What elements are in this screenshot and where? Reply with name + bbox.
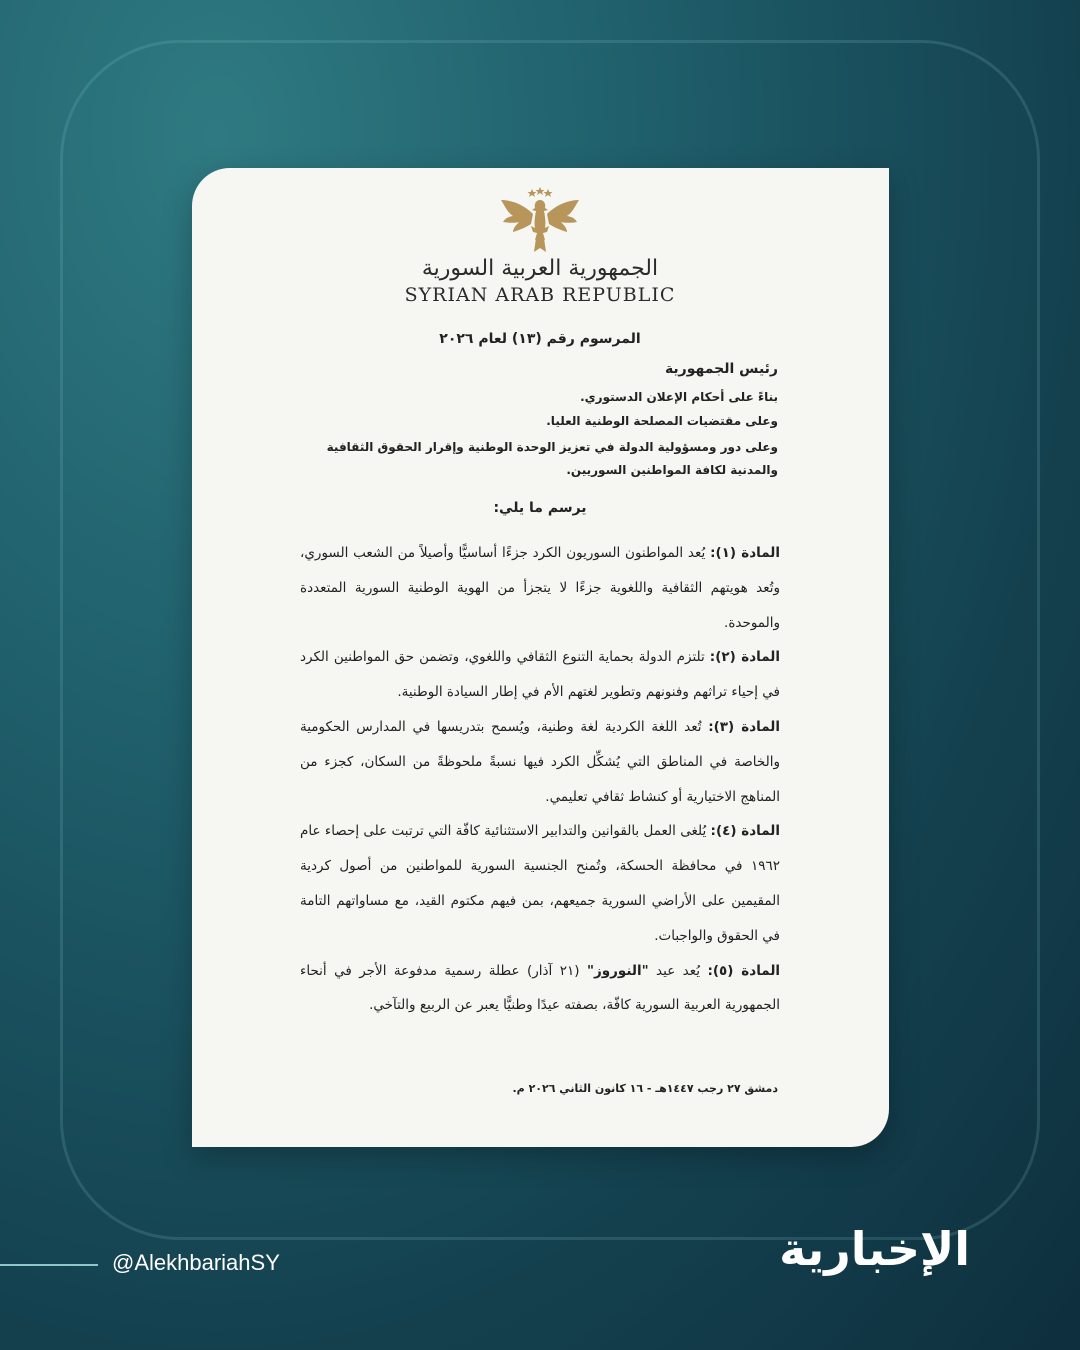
alekhbariah-logo: الإخبارية xyxy=(779,1222,970,1276)
header-arabic-name: الجمهورية العربية السورية xyxy=(421,256,659,281)
article-bold-term: "النوروز" xyxy=(586,962,649,979)
article-text: تُعد اللغة الكردية لغة وطنية، ويُسمح بتدريسها في المدارس الحكومية والخاصة في المناطق التي يُشكِّل الكرد فيها نسبةً ملحوظةً من السكان، كجزء من المناهج الاختيارية أو كنشاط ثقافي تعليمي. xyxy=(300,718,780,805)
article xyxy=(300,710,780,814)
decrees-label: يرسم ما يلي: xyxy=(493,500,587,516)
article-text: يُعد المواطنون السوريون الكرد جزءًا أساسيًّا وأصيلاً من الشعب السوري، وتُعد هويتهم الثقافية واللغوية جزءًا لا يتجزأ من الهوية الوطنية السورية المتعددة والموحدة. xyxy=(300,545,780,631)
article-label: المادة (٥): xyxy=(707,962,781,979)
article-label: المادة (٢): xyxy=(709,649,780,666)
article-text: يُعد عيد xyxy=(648,962,708,979)
article xyxy=(300,640,780,710)
preamble-line: بناءً على أحكام الإعلان الدستوري. xyxy=(580,390,778,404)
decree-title: المرسوم رقم (١٣) لعام ٢٠٢٦ xyxy=(439,331,641,347)
article xyxy=(300,954,780,1024)
article-label: المادة (٣): xyxy=(708,718,780,735)
articles-body xyxy=(300,536,780,1023)
preamble-line: وعلى دور ومسؤولية الدولة في تعزيز الوحدة الوطنية وإقرار الحقوق الثقافية والمدنية لكافة المواطنين السوريين. xyxy=(326,440,778,477)
handle-divider xyxy=(0,1264,98,1266)
article-text: (٢١ آذار) عطلة رسمية مدفوعة الأجر في أنحاء الجمهورية العربية السورية كافّة، بصفته عيدًا وطنيًّا يعبر عن الربيع والتآخي. xyxy=(300,962,780,1014)
article xyxy=(300,536,780,640)
article-label: المادة (٤): xyxy=(710,823,780,840)
article-text: تلتزم الدولة بحماية التنوع الثقافي واللغوي، وتضمن حق المواطنين الكرد في إحياء تراثهم وفنونهم وتطوير لغتهم الأم في إطار السيادة الوطنية. xyxy=(300,649,780,701)
article-text: يُلغى العمل بالقوانين والتدابير الاستثنائية كافّة التي ترتبت على إحصاء عام ١٩٦٢ في محافظة الحسكة، وتُمنح الجنسية السورية للمواطنين من أصول كردية المقيمين على الأراضي السورية جميعهم، بمن فيهم مكتوم القيد، مع مساواتهم التامة في الحقوق والواجبات. xyxy=(300,823,780,944)
syrian-eagle-emblem xyxy=(499,186,581,256)
preamble-line: وعلى مقتضيات المصلحة الوطنية العليا. xyxy=(546,414,778,428)
article xyxy=(300,814,780,953)
social-handle[interactable]: @AlekhbariahSY xyxy=(112,1250,280,1275)
decree-issuer: رئيس الجمهورية xyxy=(664,361,778,377)
article-label: المادة (١): xyxy=(710,545,780,561)
decree-date: دمشق ٢٧ رجب ١٤٤٧هـ - ١٦ كانون الثاني ٢٠٢٦ م. xyxy=(512,1082,778,1095)
header-english-name: SYRIAN ARAB REPUBLIC xyxy=(404,284,676,306)
